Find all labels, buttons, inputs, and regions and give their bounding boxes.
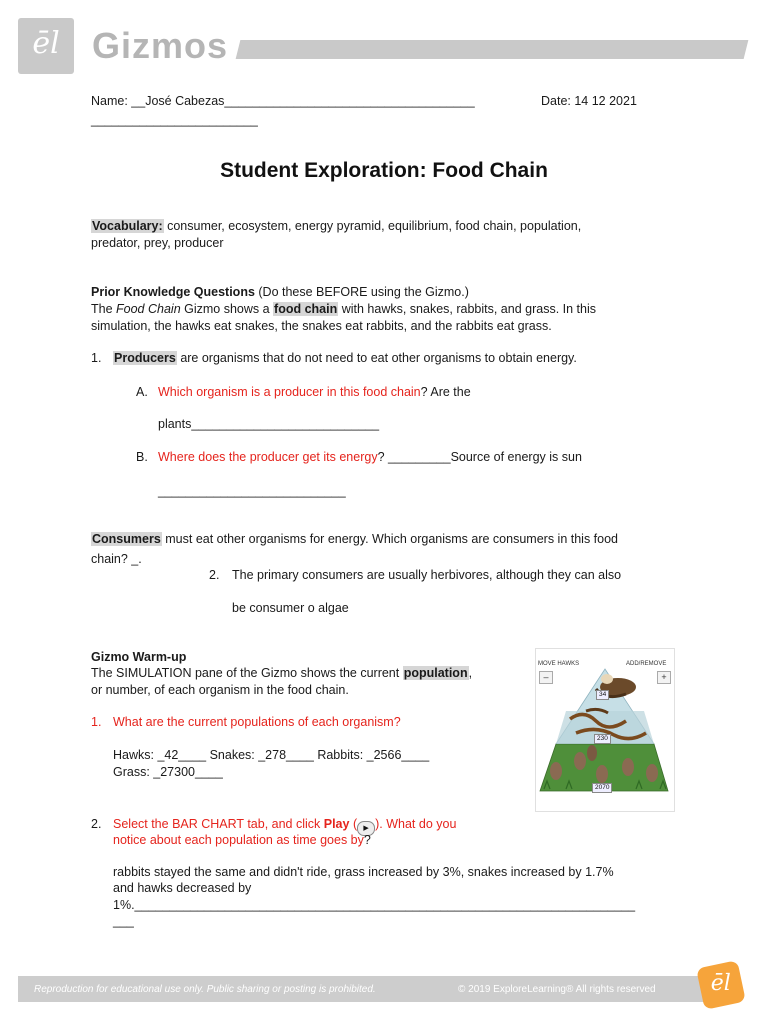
vocabulary-line-1: Vocabulary: consumer, ecosystem, energy pyramid, equilibrium, food chain, population, bbox=[92, 219, 582, 233]
prior-knowledge-heading: Prior Knowledge Questions (Do these BEFORE using the Gizmo.) bbox=[91, 285, 469, 299]
warmup-paragraph-line-1: The SIMULATION pane of the Gizmo shows the current population, bbox=[91, 666, 473, 680]
plus-icon: + bbox=[657, 671, 671, 684]
play-label: Play bbox=[323, 817, 350, 831]
snakes-count-badge: 230 bbox=[594, 734, 611, 744]
question-1-number: 1. bbox=[91, 351, 102, 365]
question-2-line-2: be consumer o algae bbox=[232, 601, 349, 615]
vocabulary-label: Vocabulary: bbox=[92, 219, 163, 233]
warmup-q1-number: 1. bbox=[91, 715, 102, 729]
brand-name: Gizmos bbox=[92, 25, 229, 66]
question-2-line-1: The primary consumers are usually herbivores, although they can also bbox=[232, 568, 622, 582]
question-1-text: Producers are organisms that do not need to eat other organisms to obtain energy. bbox=[114, 351, 577, 365]
hawks-count-badge: 34 bbox=[596, 690, 609, 700]
page-title: Student Exploration: Food Chain bbox=[220, 159, 548, 182]
warmup-paragraph-line-2: or number, of each organism in the food chain. bbox=[91, 683, 349, 697]
term-consumers: Consumers bbox=[92, 532, 161, 546]
question-1a-label: A. bbox=[136, 385, 148, 399]
question-1b-label: B. bbox=[136, 450, 148, 464]
warmup-q2-number: 2. bbox=[91, 817, 102, 831]
simulation-image bbox=[535, 648, 675, 812]
prior-paragraph-line-1: The Food Chain Gizmo shows a food chain with hawks, snakes, rabbits, and grass. In this bbox=[91, 302, 596, 316]
warmup-q2-answer-line-1: rabbits stayed the same and didn't ride, grass increased by 3%, snakes increased by 1.7% bbox=[113, 865, 614, 879]
name-line: Name: __José Cabezas____________________________________ bbox=[91, 94, 475, 108]
rabbit-icon bbox=[550, 762, 562, 780]
footer-disclaimer: Reproduction for educational use only. Public sharing or posting is prohibited. bbox=[34, 984, 376, 995]
warmup-q1-text: What are the current populations of each organism? bbox=[113, 715, 401, 729]
add-remove-label: ADD/REMOVE bbox=[626, 661, 667, 667]
date-line: Date: 14 12 2021 bbox=[541, 94, 637, 108]
consumers-line-1: Consumers must eat other organisms for energy. Which organisms are consumers in this food bbox=[92, 532, 618, 546]
play-icon: ▶ bbox=[357, 821, 375, 836]
warmup-q2-line-1: Select the BAR CHART tab, and click Play ( ▶ ). What do you bbox=[113, 816, 456, 836]
term-food-chain: food chain bbox=[274, 302, 338, 316]
minus-icon: – bbox=[539, 671, 553, 684]
question-2-number: 2. bbox=[209, 568, 220, 582]
question-1b-text: Where does the producer get its energy? _________Source of energy is sun bbox=[158, 450, 582, 464]
explorelearning-logo: ēl bbox=[18, 18, 74, 74]
warmup-q2-answer-line-2: and hawks decreased by bbox=[113, 881, 252, 895]
population-answers-line-2: Grass: _27300____ bbox=[113, 765, 223, 779]
warmup-q2-answer-line-4: ___ bbox=[113, 914, 134, 928]
question-1a-text: Which organism is a producer in this food chain? Are the bbox=[158, 385, 471, 399]
rabbits-count-badge: 2070 bbox=[592, 783, 612, 793]
question-1b-answer: ___________________________ bbox=[158, 484, 346, 498]
footer-logo: ēl bbox=[696, 960, 746, 1010]
consumers-line-2: chain? _. bbox=[91, 552, 142, 566]
warmup-q2-line-2: notice about each population as time goes by? bbox=[113, 833, 371, 847]
footer-copyright: © 2019 ExploreLearning® All rights reserved bbox=[458, 984, 656, 995]
term-population: population bbox=[403, 666, 468, 680]
population-answers-line-1: Hawks: _42____ Snakes: _278____ Rabbits: _2566____ bbox=[113, 748, 430, 762]
vocabulary-line-2: predator, prey, producer bbox=[91, 236, 224, 250]
name-underline: ________________________ bbox=[91, 113, 258, 127]
warmup-heading: Gizmo Warm-up bbox=[91, 650, 187, 664]
term-producers: Producers bbox=[114, 351, 176, 365]
question-1a-answer: plants___________________________ bbox=[158, 417, 380, 431]
header-bar bbox=[236, 40, 749, 59]
prior-paragraph-line-2: simulation, the hawks eat snakes, the snakes eat rabbits, and the rabbits eat grass. bbox=[91, 319, 552, 333]
move-hawks-label: MOVE HAWKS bbox=[538, 661, 580, 667]
warmup-q2-answer-line-3: 1%.________________________________________________________________________ bbox=[113, 898, 636, 912]
